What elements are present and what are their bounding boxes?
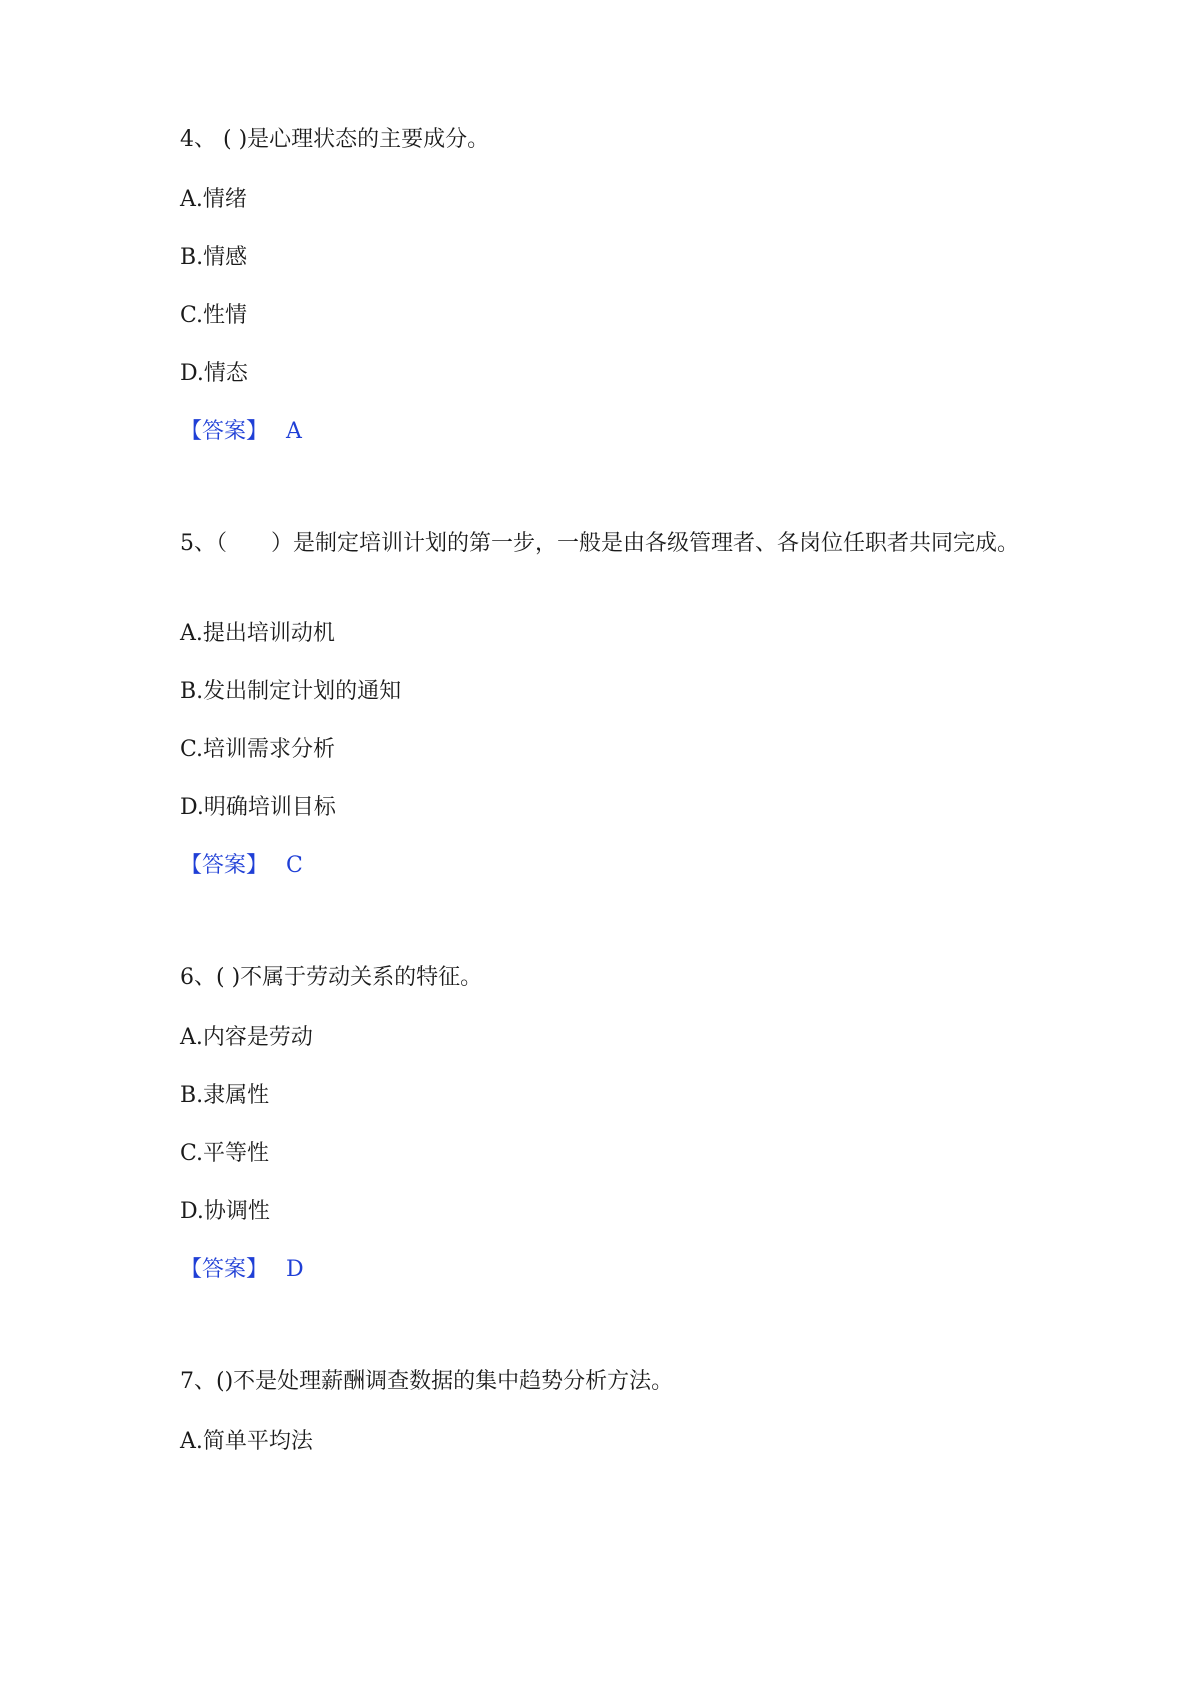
answer-line xyxy=(180,1254,304,1286)
answer-value: D xyxy=(286,1257,304,1282)
option-d: D.情态 xyxy=(180,361,248,386)
option-a: A.内容是劳动 xyxy=(180,1025,313,1050)
option-b: B.隶属性 xyxy=(180,1083,270,1108)
option-c: C.性情 xyxy=(180,303,248,328)
answer-line xyxy=(180,850,303,882)
option-b: B.发出制定计划的通知 xyxy=(180,679,402,704)
option-c: C.平等性 xyxy=(180,1141,270,1166)
answer-label: 【答案】 xyxy=(180,1257,269,1282)
answer-line xyxy=(180,416,302,448)
question-stem: 4、 ( )是心理状态的主要成分。 xyxy=(180,127,490,152)
option-a: A.情绪 xyxy=(180,187,247,212)
option-a: A.提出培训动机 xyxy=(180,621,335,646)
answer-label: 【答案】 xyxy=(180,419,269,444)
question-stem: 5、（ ）是制定培训计划的第一步，一般是由各级管理者、各岗位任职者共同完成。 xyxy=(180,531,1019,556)
question-stem: 7、()不是处理薪酬调查数据的集中趋势分析方法。 xyxy=(180,1369,674,1394)
option-c: C.培训需求分析 xyxy=(180,737,336,762)
option-d: D.明确培训目标 xyxy=(180,795,336,820)
option-d: D.协调性 xyxy=(180,1199,270,1224)
answer-label: 【答案】 xyxy=(180,853,269,878)
answer-value: C xyxy=(286,853,303,878)
answer-value: A xyxy=(286,419,302,444)
question-stem: 6、( )不属于劳动关系的特征。 xyxy=(180,965,483,990)
option-b: B.情感 xyxy=(180,245,248,270)
option-a: A.简单平均法 xyxy=(180,1429,313,1454)
